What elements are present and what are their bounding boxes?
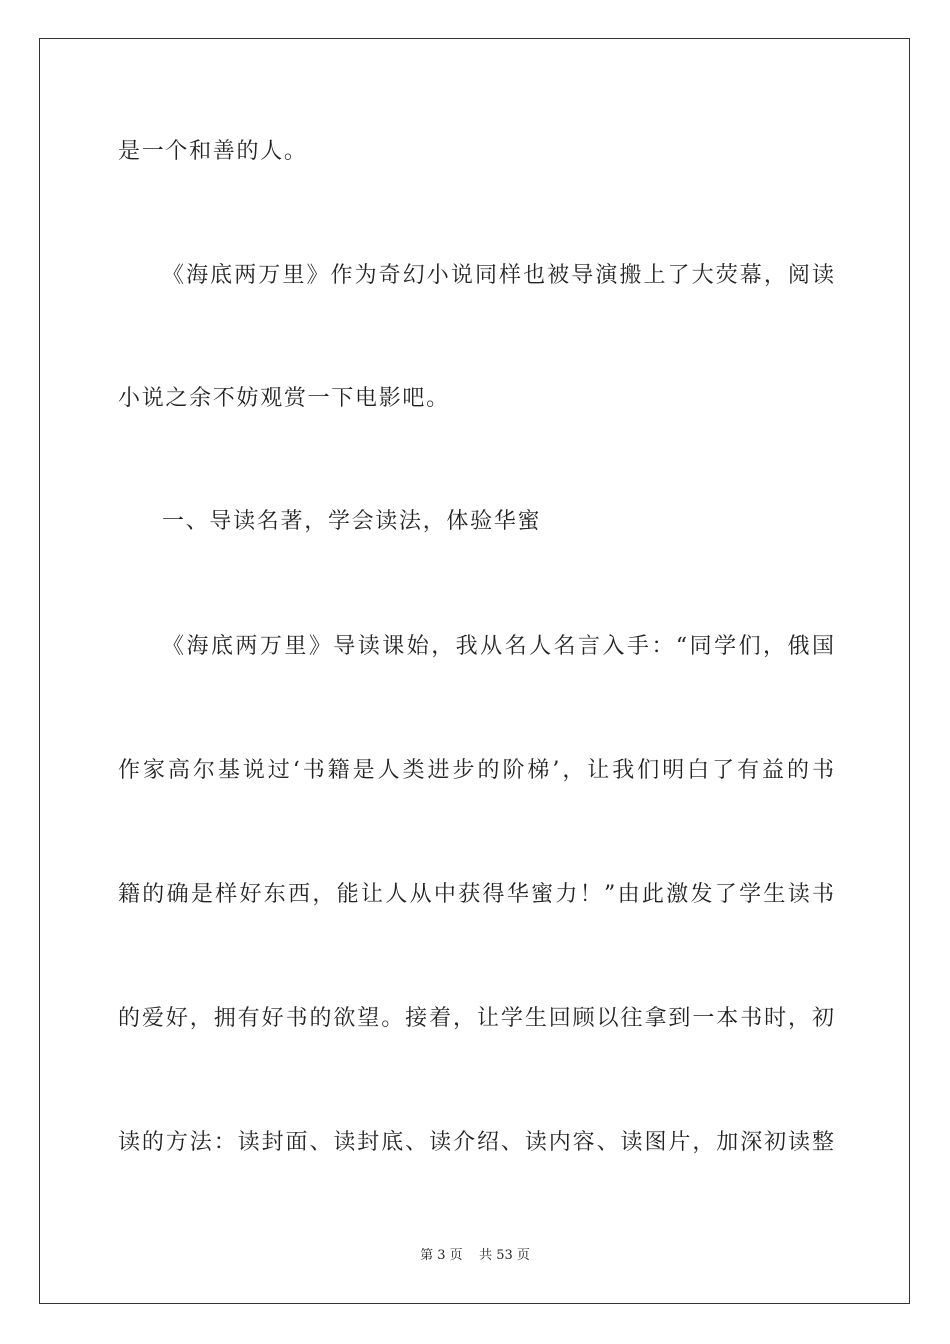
paragraph-line: 《海底两万里》导读课始，我从名人名言入手：“同学们，俄国 — [162, 634, 834, 659]
paragraph-line: 作家高尔基说过‘书籍是人类进步的阶梯’，让我们明白了有益的书 — [118, 758, 834, 783]
page-border — [39, 38, 910, 1304]
paragraph-line: 读的方法：读封面、读封底、读介绍、读内容、读图片，加深初读整 — [118, 1130, 834, 1155]
paragraph-line: 籍的确是样好东西，能让人从中获得华蜜力！”由此激发了学生读书 — [118, 882, 834, 907]
page-footer — [0, 1247, 950, 1265]
paragraph-line: 是一个和善的人。 — [118, 139, 308, 164]
paragraph-line: 小说之余不妨观赏一下电影吧。 — [118, 386, 450, 411]
paragraph-line: 《海底两万里》作为奇幻小说同样也被导演搬上了大荧幕，阅读 — [162, 263, 834, 288]
page-number: 第 3 页 共 53 页 — [420, 1248, 530, 1263]
paragraph-line: 的爱好，拥有好书的欲望。接着，让学生回顾以往拿到一本书时，初 — [118, 1006, 834, 1031]
section-heading: 一、导读名著，学会读法，体验华蜜 — [162, 509, 542, 534]
